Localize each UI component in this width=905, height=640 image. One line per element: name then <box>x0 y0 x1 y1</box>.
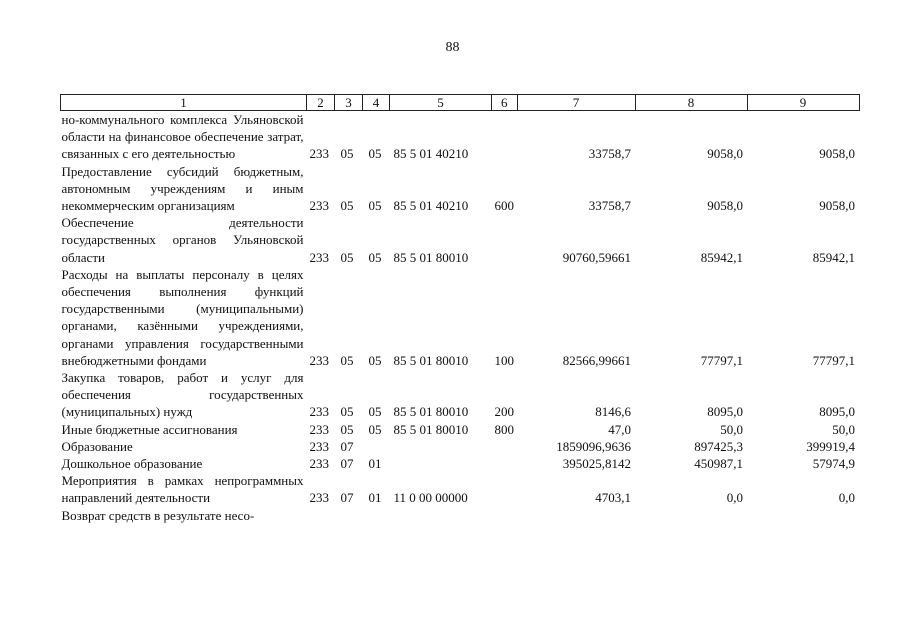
row-name: Иные бюджетные ассигнования <box>61 421 238 437</box>
cell-expense-type: 100 <box>494 352 514 368</box>
cell-target-code <box>390 507 492 524</box>
cell-amount-1 <box>517 507 635 524</box>
cell-amount-3: 77797,1 <box>812 352 855 368</box>
cell-amount-1: 82566,99661 <box>562 352 631 368</box>
budget-table <box>60 94 860 524</box>
cell-expense-type <box>492 507 518 524</box>
column-header: 9 <box>747 95 859 111</box>
row-name: Образование <box>61 438 133 454</box>
cell-subsection <box>363 507 390 524</box>
cell-amount-3: 8095,0 <box>819 404 855 420</box>
column-header: 4 <box>363 95 390 111</box>
cell-section: 05 <box>340 249 354 265</box>
column-header: 8 <box>635 95 747 111</box>
cell-expense-type <box>492 438 518 455</box>
column-header: 6 <box>492 95 518 111</box>
cell-amount-1: 1859096,9636 <box>556 438 631 454</box>
cell-target-code: 85 5 01 80010 <box>393 421 469 437</box>
cell-admin-code: 233 <box>309 404 329 420</box>
cell-target-code: 85 5 01 80010 <box>393 249 469 265</box>
column-header: 3 <box>335 95 363 111</box>
cell-target-code: 85 5 01 80010 <box>393 404 469 420</box>
cell-expense-type: 200 <box>494 404 514 420</box>
cell-section: 05 <box>340 404 354 420</box>
cell-subsection: 05 <box>368 404 382 420</box>
cell-amount-2: 77797,1 <box>700 352 743 368</box>
cell-subsection: 05 <box>368 146 382 162</box>
table-row <box>61 163 860 215</box>
cell-subsection: 01 <box>368 456 382 472</box>
cell-amount-2: 897425,3 <box>694 438 743 454</box>
cell-admin-code: 233 <box>309 198 329 214</box>
cell-amount-3: 57974,9 <box>812 456 855 472</box>
cell-target-code: 85 5 01 40210 <box>393 146 469 162</box>
cell-subsection: 05 <box>368 421 382 437</box>
cell-amount-2: 0,0 <box>726 490 743 506</box>
cell-admin-code: 233 <box>309 456 329 472</box>
cell-subsection: 05 <box>368 249 382 265</box>
page-number: 88 <box>445 40 460 55</box>
cell-amount-3: 85942,1 <box>812 249 855 265</box>
cell-amount-1: 47,0 <box>608 421 631 437</box>
cell-section <box>335 507 363 524</box>
row-name: но-коммунального комплекса Ульяновской области на финансовое обеспечение затрат, связанных с его деятельностью <box>61 112 304 162</box>
cell-amount-2 <box>635 507 747 524</box>
cell-admin-code: 233 <box>309 249 329 265</box>
cell-amount-2: 8095,0 <box>707 404 743 420</box>
cell-amount-2: 450987,1 <box>694 456 743 472</box>
column-header: 5 <box>390 95 492 111</box>
cell-section: 05 <box>340 421 354 437</box>
cell-target-code: 85 5 01 40210 <box>393 198 469 214</box>
table-row <box>61 214 860 266</box>
table-row <box>61 266 860 369</box>
cell-amount-3 <box>747 507 859 524</box>
cell-amount-2: 50,0 <box>720 421 743 437</box>
cell-section: 05 <box>340 198 354 214</box>
table-row <box>61 472 860 506</box>
cell-amount-1: 33758,7 <box>588 146 631 162</box>
cell-target-code: 11 0 00 00000 <box>393 490 468 506</box>
cell-section: 07 <box>340 438 354 454</box>
row-name: Дошкольное образование <box>61 456 203 472</box>
cell-expense-type <box>492 214 518 266</box>
cell-amount-1: 8146,6 <box>595 404 631 420</box>
cell-section: 05 <box>340 352 354 368</box>
cell-amount-2: 85942,1 <box>700 249 743 265</box>
row-name: Обеспечение деятельности государственных органов Ульяновской области <box>61 215 304 265</box>
cell-target-code <box>390 455 492 472</box>
cell-expense-type <box>492 472 518 506</box>
cell-amount-1: 395025,8142 <box>562 456 631 472</box>
cell-expense-type: 800 <box>494 421 514 437</box>
table-row <box>61 421 860 438</box>
cell-admin-code <box>307 507 335 524</box>
cell-expense-type <box>492 455 518 472</box>
cell-amount-3: 9058,0 <box>819 198 855 214</box>
cell-amount-2: 9058,0 <box>707 198 743 214</box>
cell-subsection: 01 <box>368 490 382 506</box>
cell-amount-3: 0,0 <box>838 490 855 506</box>
cell-admin-code: 233 <box>309 438 329 454</box>
cell-amount-3: 399919,4 <box>806 438 855 454</box>
cell-target-code <box>390 438 492 455</box>
cell-admin-code: 233 <box>309 490 329 506</box>
cell-admin-code: 233 <box>309 352 329 368</box>
table-row <box>61 438 860 455</box>
column-header: 2 <box>307 95 335 111</box>
cell-section: 05 <box>340 146 354 162</box>
cell-admin-code: 233 <box>309 421 329 437</box>
table-header-row <box>61 95 860 111</box>
cell-amount-2: 9058,0 <box>707 146 743 162</box>
cell-target-code: 85 5 01 80010 <box>393 352 469 368</box>
cell-amount-1: 90760,59661 <box>562 249 631 265</box>
cell-subsection: 05 <box>368 198 382 214</box>
column-header: 7 <box>517 95 635 111</box>
row-name: Расходы на выплаты персоналу в целях обеспечения выполнения функций государственными (муниципальными) органами, казёнными учреждениями, органами управления государственными внебюджетными фондами <box>61 266 304 368</box>
cell-amount-3: 50,0 <box>832 421 855 437</box>
row-name: Предоставление субсидий бюджетным, автономным учреждениям и иным некоммерческим организациям <box>61 163 304 214</box>
cell-expense-type <box>492 111 518 163</box>
row-name: Мероприятия в рамках непрограммных направлений деятельности <box>61 473 304 506</box>
row-name: Возврат средств в результате несо- <box>61 507 255 523</box>
cell-section: 07 <box>340 490 354 506</box>
cell-subsection: 05 <box>368 352 382 368</box>
cell-subsection <box>363 438 390 455</box>
table-row <box>61 111 860 163</box>
cell-amount-1: 4703,1 <box>595 490 631 506</box>
cell-amount-1: 33758,7 <box>588 198 631 214</box>
column-header: 1 <box>61 95 307 111</box>
cell-section: 07 <box>340 456 354 472</box>
cell-amount-3: 9058,0 <box>819 146 855 162</box>
table-row <box>61 507 860 524</box>
cell-expense-type: 600 <box>494 198 514 214</box>
table-row <box>61 455 860 472</box>
row-name: Закупка товаров, работ и услуг для обеспечения государственных (муниципальных) нужд <box>61 370 304 420</box>
table-row <box>61 369 860 421</box>
cell-admin-code: 233 <box>309 146 329 162</box>
